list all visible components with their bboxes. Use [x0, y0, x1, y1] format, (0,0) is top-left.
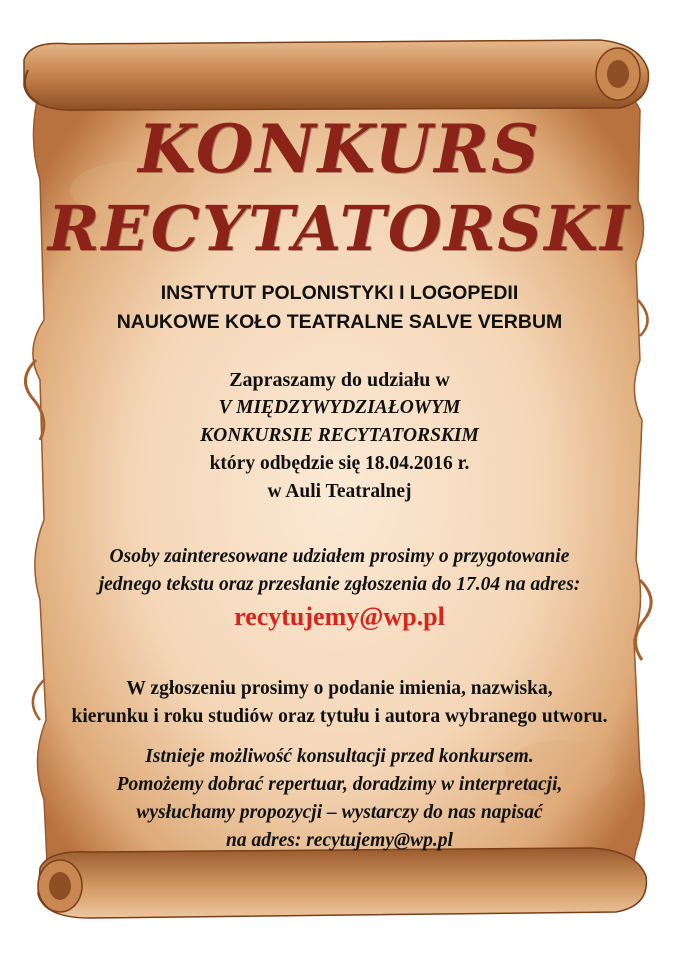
title-line-1: KONKURS: [138, 110, 541, 188]
organizer-theatre-club: NAUKOWE KOŁO TEATRALNE SALVE VERBUM: [116, 311, 563, 333]
consultation-block: [0, 743, 679, 855]
title-line-2: RECYTATORSKI: [47, 192, 632, 265]
submission-block: [0, 543, 679, 599]
submission-line-2: jednego tekstu oraz przesłanie zgłoszenia do 17.04 na adres:: [98, 574, 581, 595]
requirements-line-1: W zgłoszeniu prosimy o podanie imienia, nazwiska,: [126, 678, 553, 699]
invitation-date: który odbędzie się 18.04.2016 r.: [209, 453, 470, 474]
submission-email-link[interactable]: recytujemy@wp.pl: [234, 602, 445, 631]
requirements-block: [0, 675, 679, 731]
invitation-line-1: Zapraszamy do udziału w: [229, 369, 450, 391]
requirements-line-2: kierunku i roku studiów oraz tytułu i autora wybranego utworu.: [71, 706, 608, 727]
consultation-line-1: Istnieje możliwość konsultacji przed konkursem.: [145, 746, 534, 767]
consultation-line-4: na adres: recytujemy@wp.pl: [226, 830, 453, 851]
invitation-block: [0, 366, 679, 506]
invitation-venue: w Auli Teatralnej: [267, 481, 412, 502]
invitation-line-2: V MIĘDZYWYDZIAŁOWYM: [218, 397, 461, 418]
submission-line-1: Osoby zainteresowane udziałem prosimy o przygotowanie: [109, 546, 570, 567]
consultation-line-2: Pomożemy dobrać repertuar, doradzimy w interpretacji,: [116, 774, 563, 795]
organizer-institute: INSTYTUT POLONISTYKI I LOGOPEDII: [160, 282, 519, 304]
consultation-line-3: wysłuchamy propozycji – wystarczy do nas napisać: [136, 802, 543, 823]
invitation-line-3: KONKURSIE RECYTATORSKIM: [200, 425, 479, 446]
